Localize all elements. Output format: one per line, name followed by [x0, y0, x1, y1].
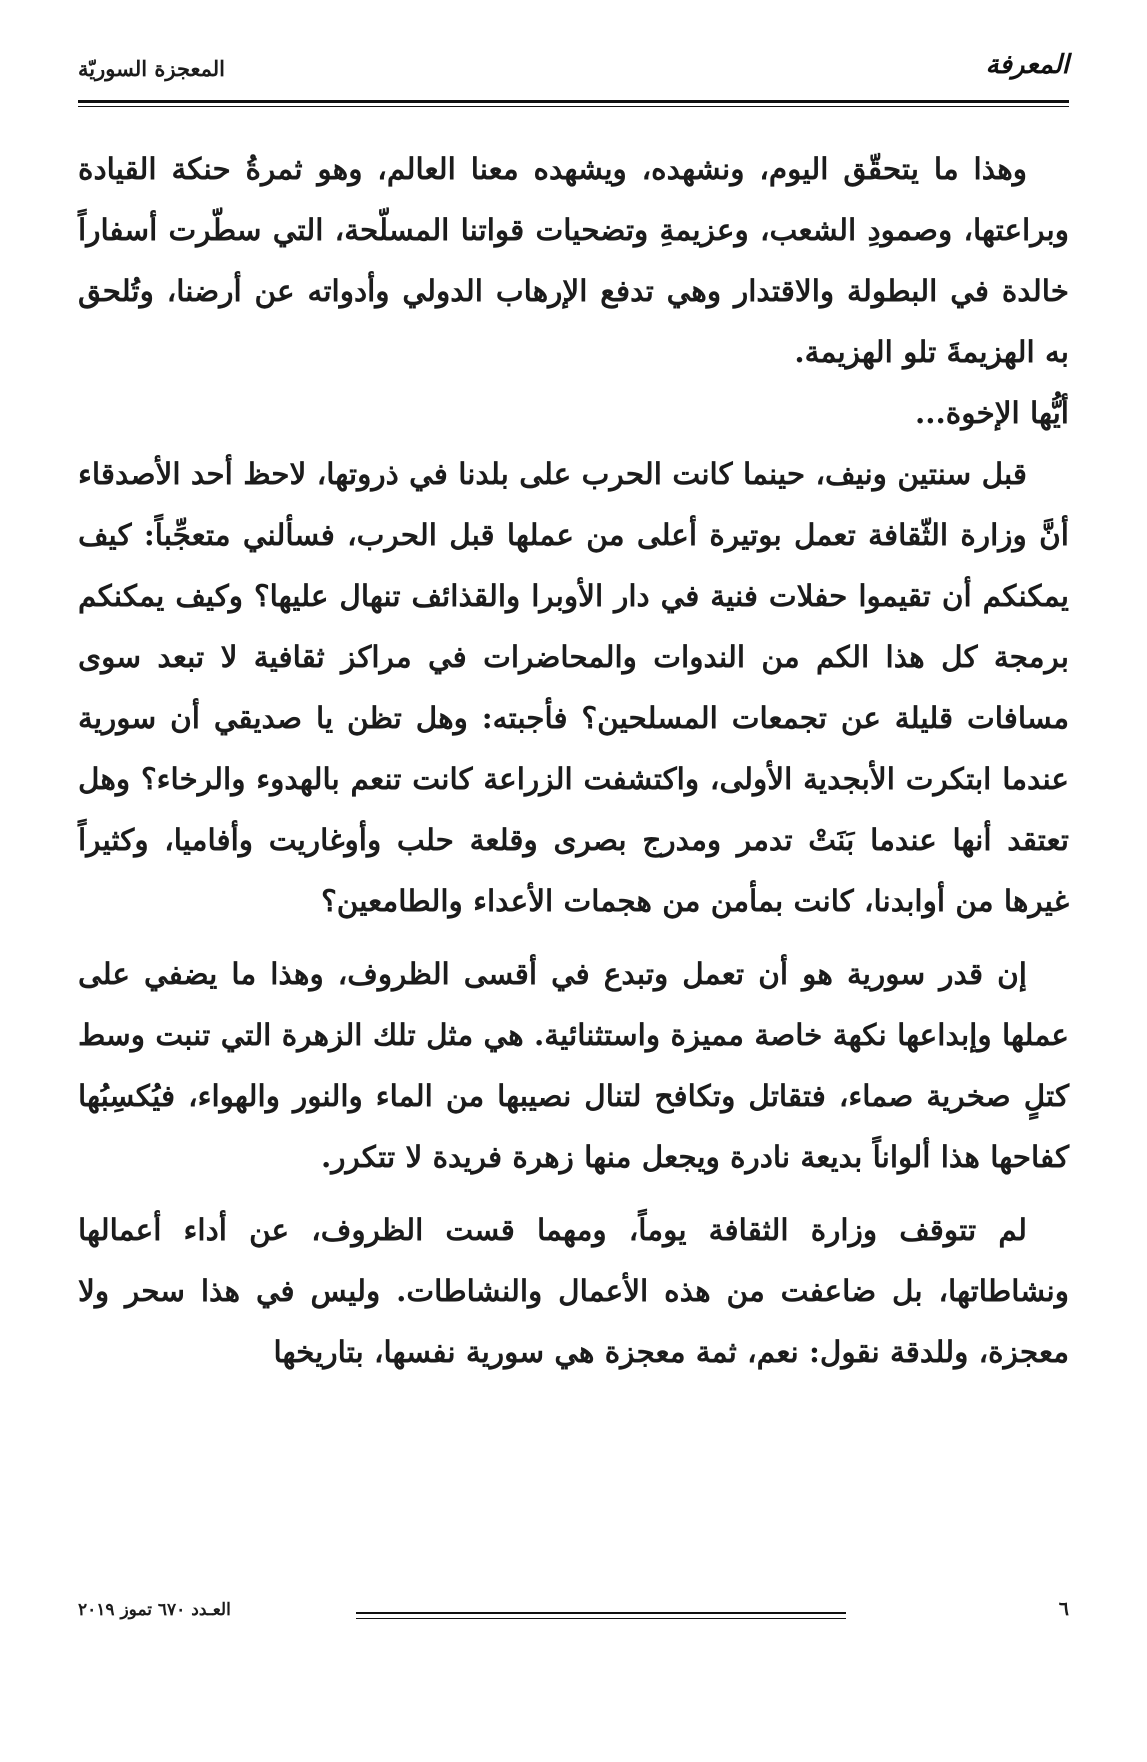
running-title: المعجزة السوريّة — [78, 56, 226, 81]
paragraph: قبل سنتين ونيف، حينما كانت الحرب على بلدنا في ذروتها، لاحظ أحد الأصدقاء أنَّ وزارة الثّقافة تعمل بوتيرة أعلى من عملها قبل الحرب، فسألني متعجِّباً: كيف يمكنكم أن تقيموا حفلات فنية في دار الأوبرا والقذائف تنهال عليها؟ وكيف يمكنكم برمجة كل هذا الكم من الندوات والمحاضرات في مراكز ثقافية لا تبعد سوى مسافات قليلة عن تجمعات المسلحين؟ فأجبته: وهل تظن يا صديقي أن سورية عندما ابتكرت الأبجدية الأولى، واكتشفت الزراعة كانت تنعم بالهدوء والرخاء؟ وهل تعتقد أنها عندما بَنَتْ تدمر ومدرج بصرى وقلعة حلب وأوغاريت وأفاميا، وكثيراً غيرها من أوابدنا، كانت بمأمن من هجمات الأعداء والطامعين؟ — [78, 456, 1069, 918]
paragraph: إن قدر سورية هو أن تعمل وتبدع في أقسى الظروف، وهذا ما يضفي على عملها وإبداعها نكهة خاصة مميزة واستثنائية. هي مثل تلك الزهرة التي تنبت وسط كتلٍ صخرية صماء، فتقاتل وتكافح لتنال نصيبها من الماء والنور والهواء، فيُكسِبُها كفاحها هذا ألواناً بديعة نادرة ويجعل منها زهرة فريدة لا تتكرر. — [78, 956, 1069, 1174]
magazine-logo: المعرفة — [985, 50, 1069, 80]
paragraph: وهذا ما يتحقّق اليوم، ونشهده، ويشهده معنا العالم، وهو ثمرةُ حنكة القيادة وبراعتها، وصمودِ الشعب، وعزيمةِ وتضحيات قواتنا المسلّحة، التي سطّرت أسفاراً خالدة في البطولة والاقتدار وهي تدفع الإرهاب الدولي وأدواته عن أرضنا، وتُلحق به الهزيمةَ تلو الهزيمة. — [78, 151, 1069, 369]
issue-info: العـدد ٦٧٠ تموز ٢٠١٩ — [78, 1600, 231, 1620]
header-rule-thick — [78, 100, 1069, 103]
footer-rule — [356, 1612, 846, 1619]
paragraph-salutation: أيُّها الإخوة... — [914, 395, 1069, 430]
paragraph: لم تتوقف وزارة الثقافة يوماً، ومهما قست الظروف، عن أداء أعمالها ونشاطاتها، بل ضاعفت من هذه الأعمال والنشاطات. وليس في هذا سحر ولا معجزة، وللدقة نقول: نعم، ثمة معجزة هي سورية نفسها، بتاريخها — [78, 1212, 1069, 1369]
page-footer — [78, 1598, 1069, 1628]
page-number: ٦ — [1058, 1598, 1069, 1620]
page-header — [78, 50, 1069, 98]
article-body — [78, 138, 1069, 1382]
header-rule-thin — [78, 106, 1069, 107]
